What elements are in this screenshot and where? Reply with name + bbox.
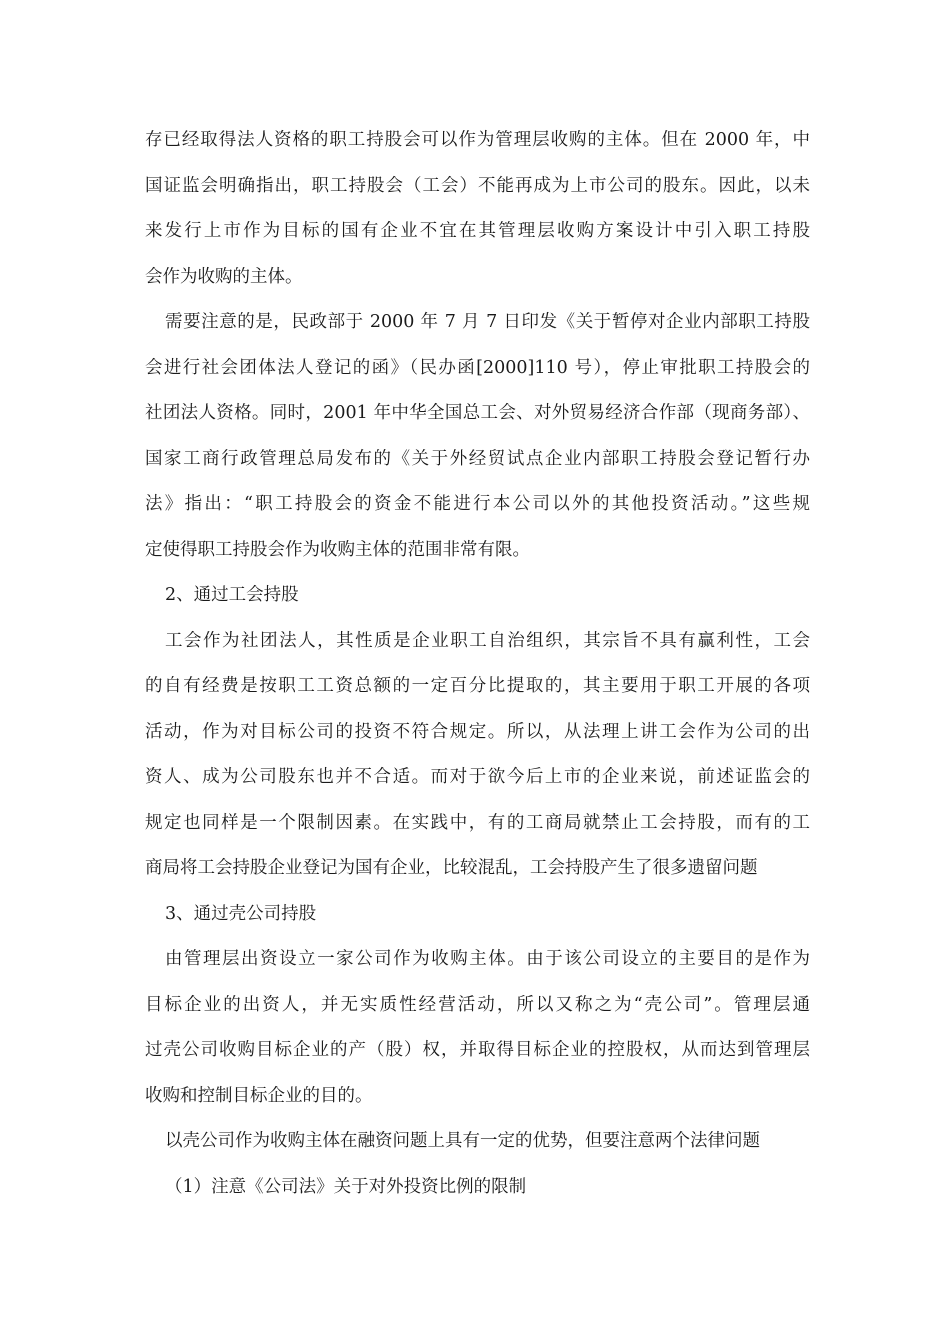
text-line: 资人、成为公司股东也并不合适。而对于欲今后上市的企业来说，前述证监会的 bbox=[145, 767, 810, 787]
paragraph bbox=[145, 937, 810, 1119]
text-line: 会进行社会团体法人登记的函》（民办函[2000]110 号），停止审批职工持股会的 bbox=[145, 357, 810, 378]
text-line: 规定也同样是一个限制因素。在实践中，有的工商局就禁止工会持股，而有的工 bbox=[145, 812, 810, 833]
document-body bbox=[145, 118, 810, 1210]
text-line: 工会作为社团法人，其性质是企业职工自治组织，其宗旨不具有赢利性，工会 bbox=[165, 630, 810, 651]
text-line: 法》指出：“职工持股会的资金不能进行本公司以外的其他投资活动。”这些规 bbox=[145, 494, 810, 514]
text-line: 的自有经费是按职工工资总额的一定百分比提取的，其主要用于职工开展的各项 bbox=[145, 676, 810, 696]
text-line: 目标企业的出资人，并无实质性经营活动，所以又称之为“壳公司”。管理层通 bbox=[145, 994, 810, 1015]
text-line: 商局将工会持股企业登记为国有企业，比较混乱，工会持股产生了很多遗留问题 bbox=[145, 858, 758, 878]
text-line: 由管理层出资设立一家公司作为收购主体。由于该公司设立的主要目的是作为 bbox=[165, 949, 810, 969]
heading-text: 2、通过工会持股 bbox=[165, 585, 299, 605]
section-heading bbox=[145, 892, 810, 938]
paragraph bbox=[145, 300, 810, 573]
text-line: 过壳公司收购目标企业的产（股）权，并取得目标企业的控股权，从而达到管理层 bbox=[145, 1040, 810, 1060]
text-line: 会作为收购的主体。 bbox=[145, 266, 303, 287]
text-line: 国家工商行政管理总局发布的《关于外经贸试点企业内部职工持股会登记暂行办 bbox=[145, 448, 810, 469]
text-line: 国证监会明确指出，职工持股会（工会）不能再成为上市公司的股东。因此，以未 bbox=[145, 175, 810, 196]
heading-text: 3、通过壳公司持股 bbox=[165, 903, 317, 924]
paragraph bbox=[145, 1119, 810, 1165]
text-line: 定使得职工持股会作为收购主体的范围非常有限。 bbox=[145, 539, 530, 560]
text-line: 社团法人资格。同时，2001 年中华全国总工会、对外贸易经济合作部（现商务部）、 bbox=[145, 403, 810, 423]
text-line: 需要注意的是，民政部于 2000 年 7 月 7 日印发《关于暂停对企业内部职工持股 bbox=[165, 312, 810, 332]
paragraph bbox=[145, 118, 810, 300]
paragraph bbox=[145, 619, 810, 892]
text-line: 存已经取得法人资格的职工持股会可以作为管理层收购的主体。但在 2000 年，中 bbox=[145, 130, 810, 150]
section-heading bbox=[145, 573, 810, 619]
text-line: 活动，作为对目标公司的投资不符合规定。所以，从法理上讲工会作为公司的出 bbox=[145, 721, 810, 742]
text-line: 来发行上市作为目标的国有企业不宜在其管理层收购方案设计中引入职工持股 bbox=[145, 221, 810, 241]
text-line: 收购和控制目标企业的目的。 bbox=[145, 1085, 373, 1106]
heading-text: （1）注意《公司法》关于对外投资比例的限制 bbox=[165, 1176, 527, 1197]
subsection-heading bbox=[145, 1165, 810, 1211]
text-line: 以壳公司作为收购主体在融资问题上具有一定的优势，但要注意两个法律问题 bbox=[165, 1131, 760, 1151]
